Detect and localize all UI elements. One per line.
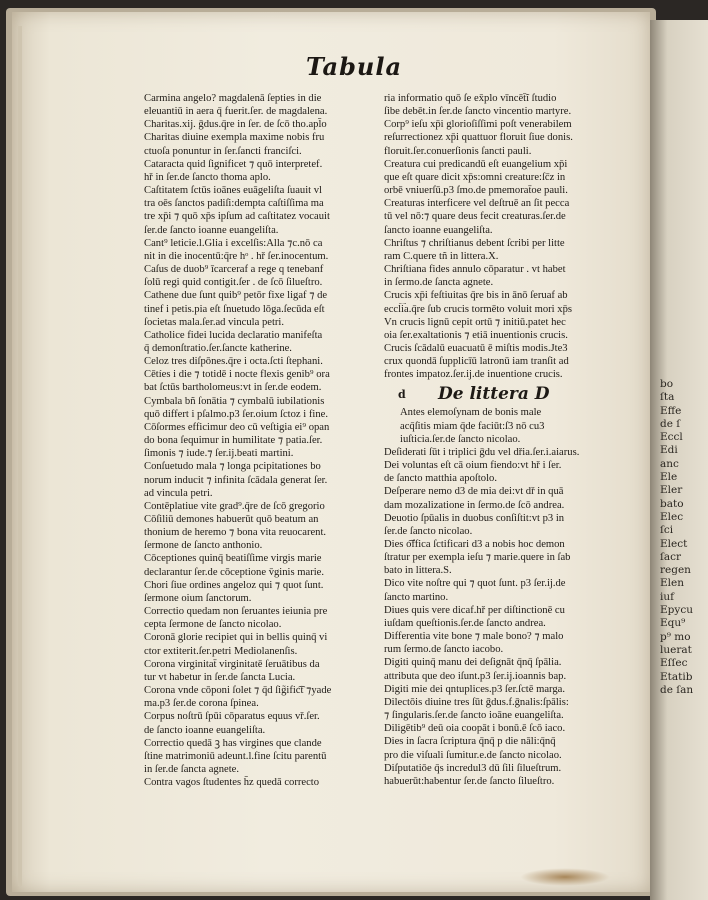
text-line: acq̄ſitis miam q̄de faciūt:ſ3 nō cu3 [400,420,545,432]
text-line: q̄ demonſtratio.ſer.ſancte katherine. [144,342,292,354]
text-line: ſer.de ſancto nicolao. [384,525,473,537]
text-line: eccl͡ia.q̄re ſub crucis tormēto voluit mori xp̄s [384,303,572,315]
text-line: Celoz tres diſpōnes.q̄re i octa.ſcti ſtephani. [144,356,323,368]
text-line: in ſermo.de ſancta agnete. [384,277,494,289]
text-line: attributa que deo iſunt.p3 ſer.ij.ioannis bap. [384,670,567,682]
text-line: Correctio quedam non ſeruantes ieiunia pre [144,606,328,618]
text-line: ſacr [660,550,682,563]
text-line: Elen [660,577,684,590]
text-line: bato in littera.S. [384,565,452,577]
text-line: tū vel nō:⁊ quare deus fecit creaturas.ſer.de [384,211,566,223]
text-line: ⁊ ſingularis.ſer.de ſancto ioāne euangeliſta. [384,710,564,722]
initial-letter: d [398,388,406,401]
text-line: Elec [660,510,684,523]
text-line: hř in ſer.de ſancto thoma aplo. [144,171,271,183]
text-line: ſancto martino. [384,591,449,603]
text-line: ſci [660,524,674,537]
page-title: Tabula [305,52,402,81]
text-line: Diligētib⁹ deū oia coopāt i bonū.ē ſcō iaco. [384,723,566,735]
text-line: de ſan [660,683,694,696]
text-line: ſermone de ſancto anthonio. [144,540,263,552]
text-line: Creatura cui predicandū eſt euangelium xp̄i [384,158,568,170]
text-line: Corona virginitat̄ virginitatē ſeruātibus da [144,658,320,670]
text-line: Epycu [660,604,693,617]
section-heading: De littera D [438,384,550,405]
text-line: Digiti mie dei qntuplices.p3 ſer.ſctē marga. [384,683,566,695]
text-line: floruit.ſer.conuerſionis ſancti pauli. [384,145,532,157]
text-line: tre xp̄i ⁊ quō xp̄s ipſum ad caſtitatez vocauit [144,211,330,223]
text-line: tinef i petis.pia eſt ſnuetudo lōga.ſecūda eſt [144,303,325,315]
text-line: rum ſermo.de ſancto iacobo. [384,644,504,656]
text-line: Deſiderati ſūt i triplici ḡdu vel dřia.ſer.i.aiarus. [384,446,580,458]
text-line: ſer.de ſancto ioanne euangeliſta. [144,224,279,236]
text-line: norum inducit ⁊ infinita ſcādala generat ſer. [144,474,328,486]
text-line: regen [660,564,691,577]
text-line: de ſancto ioanne euangeliſta. [144,724,266,736]
right-column-top-entries [384,92,624,381]
text-line: Effe [660,404,682,417]
text-line: eleuantiū in aera q̄ fuerit.ſer. de magdalena. [144,106,328,118]
text-line: Conſuetudo mala ⁊ longa pcipitationes bo [144,461,321,473]
paper-stain [520,868,610,886]
facing-page-text [660,378,693,697]
text-line: Cōſormes efficimur deo cū veſtigia ei⁹ opan [144,421,330,433]
text-line: Eſſec [660,657,688,670]
right-column [384,92,624,788]
text-line: Cataracta quid ſignificet ⁊ quō interpretef. [144,158,323,170]
text-line: ſimonis ⁊ iude.⁊ ſer.ij.beati martini. [144,448,294,460]
text-line: in ſer.de ſancta agnete. [144,763,240,775]
text-line: iuf [660,590,675,603]
text-line: Caſus de duob⁹ īcarceraf a rege q tenebanf [144,264,324,276]
text-line: Corpus noſtrū ſpūi cōparatus equus vř.ſer. [144,711,320,723]
text-line: luerat [660,643,692,656]
text-line: Digiti quinq̄ manu dei deſignāt q̄nq̄ ſpālia. [384,657,562,669]
text-line: Cymbala bñ ſonātia ⁊ cymbalū iubilationis [144,395,325,407]
text-line: Deuotio ſpūalis in duobus conſiſtit:vt p3 in [384,512,565,524]
text-line: ma.p3 ſer.de corona ſpinea. [144,698,259,710]
text-line: Charitas diuine exempla maxime nobis fru [144,132,325,144]
text-line: que eſt quare dicit xp̄s:omni creature:ſc̄z in [384,171,566,183]
text-line: Differentia vite bone ⁊ male bono? ⁊ malo [384,631,564,643]
text-line: Corp⁹ ieſu xp̄i glorioſiſſimi poſt venerabilem [384,119,572,131]
text-line: ſocietas mala.ſer.ad vincula petri. [144,316,285,328]
text-line: Chori ſiue ordines angeloz qui ⁊ quot ſunt. [144,579,324,591]
text-line: Contēplatiue vite grad⁹.q̄re de ſcō gregorio [144,500,325,512]
right-column-bottom-entries [384,406,624,788]
text-line: Vn crucis lignū cepit ortū ⁊ initiū.patet hec [384,316,566,328]
text-line: Elect [660,537,688,550]
text-line: tra oēs ſanctos padiſi:dempta caſtiſſima ma [144,198,324,210]
text-line: ria informatio quō ſe ex̄plo vīncēt̄ĩ ſtudio [384,93,557,104]
facing-page-edge [650,20,708,900]
text-line: Antes elemoſynam de bonis male [400,407,542,419]
text-line: Cōſiliū demones habuerūt quō beatum an [144,514,319,525]
text-line: Diſputatiōe q̄s incredul3 dū ſili ſilueſtrum. [384,762,562,774]
text-line: Correctio quedā ꝫ has virgines que clande [144,737,322,749]
text-line: Deſperare nemo d3 de mia dei:vt dř in quā [384,486,564,498]
text-line: Crucis xp̄i feſtiuitas q̄re bis in ānō ſeruaf ab [384,290,568,302]
text-line: ctor extiterit.ſer.petri Mediolanenſis. [144,645,298,657]
text-line: Dei voluntas eſt cā oium fiendo:vt hř i ſer. [384,460,562,472]
text-line: iuſticia.ſer.de ſancto nicolao. [400,433,521,445]
text-line: Charitas.xij. ḡdus.q̄re in ſer. de ſcō tho.apl̄o [144,119,327,131]
text-line: tur vt habetur in ſer.de ſancta Lucia. [144,671,296,683]
text-line: Dies in ſacra ſcriptura q̄nq̄ p die nāli:q̄nq̄ [384,736,556,748]
text-line: Etatib [660,670,693,683]
text-line: ſibe debēt.in ſer.de ſancto vincentio martyre. [384,106,572,118]
text-line: Edi [660,444,678,457]
text-line: frontes impatoz.ſer.ij.de inuentione crucis. [384,369,563,381]
text-line: Cathene due ſunt quib⁹ petōr fixe ligaf ⁊ de [144,290,328,302]
text-line: ſolū regi quid contigit.ſer . de ſcō ſilueſtro. [144,277,323,289]
text-line: Contra vagos ſtudentes h̄z quedā correcto [144,777,320,789]
text-line: crux quondā ſupplicīū latronū iam tranſit ad [384,356,569,368]
text-line: Diues quis vere dicaf.hř per diſtinctionē cu [384,604,565,616]
text-line: iuſdam queſtionis.ſer.de ſancto andrea. [384,617,546,629]
text-line: ctuoſa ponuntur in ſer.ſancti franciſci. [144,145,302,157]
text-line: Eccl [660,431,683,444]
text-line: Creaturas interficere vel deſtruē an ſit pecca [384,198,570,210]
text-line: Cant⁹ leticie.l.Glia i excelſis:Alla ⁊c.nō ca [144,237,323,249]
text-line: declarantur ſer.de cōceptione v̄ginis marie. [144,566,325,578]
page-edge [18,26,22,886]
text-line: ſancto ioanne euangeliſta. [384,224,493,236]
text-line: bato [660,497,684,510]
text-line: Chriſtus ⁊ chriſtianus debent ſcribi per litte [384,237,565,249]
text-line: ſtine matrimoniū adeunt.l.fine ſcitu parentū [144,750,327,762]
text-line: Dilectōis diuine tres ſūt ḡdus.f.ḡnalis:ſpālis: [384,696,569,708]
text-line: Equ⁹ [660,617,686,630]
text-line: ad vincula petri. [144,487,213,499]
left-column [144,92,384,789]
text-line: ſermone oium ſanctorum. [144,592,252,604]
text-line: bat ſctūs bartholomeus:vt in ſer.de eodem. [144,382,322,394]
text-line: ſta [660,391,675,404]
text-line: thonium de heremo ⁊ bona vita reuocarent. [144,527,327,539]
text-line: anc [660,457,679,470]
text-line: ram C.quere tñ in littera.X. [384,250,499,262]
text-line: Dies o͡ffica ſctificari d3 a nobis hoc demon [384,539,565,550]
text-line: ſtratur per exempla ieſu ⁊ marie.quere in ſab [384,552,571,564]
text-line: orbē vniuerſū.p3 ſmo.de pmemorat̄oe pauli. [384,185,568,197]
text-line: Caſtitatem ſctūs ioānes euāgeliſta ſuauit vl [144,185,322,197]
text-line: Crucis ſcādalū euacuatū ē miſtis modis.Jte3 [384,342,568,354]
text-line: habuerūt:habentur ſer.de ſancto ſilueſtro. [384,775,555,787]
text-line: nit in die inocentū:q̄re hᵒ . hř ſer.inocentum. [144,250,329,262]
text-line: Catholice fidei lucida declaratio manifeſta [144,329,323,341]
text-line: bo [660,378,674,390]
text-line: Ele [660,471,678,484]
text-line: Coronā glorie recipiet qui in bellis quinq̄ vi [144,632,328,644]
text-line: pro die viſuali ſumitur.e.de ſancto nicolao. [384,749,562,761]
text-line: reſurrectionez xp̄i quattuor floruit ſiue donis. [384,132,573,144]
text-line: p⁹ mo [660,630,691,643]
text-line: Cōceptiones quinq̄ beatiſſime virgis marie [144,553,322,565]
text-line: de ſ [660,417,681,430]
text-line: de ſancto matthia apoſtolo. [384,473,497,485]
text-line: Eler [660,484,683,497]
text-line: do bona ſequimur in humilitate ⁊ patia.ſer. [144,435,323,447]
text-line: Cētíes i die ⁊ totidē i nocte flexis genib⁹ ora [144,369,330,381]
text-line: quō differt i pſalmo.p3 ſer.oium ſctoz i fine. [144,408,328,420]
text-line: oia ſer.exaltationis ⁊ etiā inuentionis crucis. [384,329,568,341]
text-line: Chriſtiana fides annulo cōparatur . vt habet [384,264,566,276]
text-line: Dico vite noſtre qui ⁊ quot ſunt. p3 ſer.ij.de [384,578,566,590]
text-line: Carmina angelo? magdalenā ſepties in die [144,93,322,104]
text-line: Corona vnde cōponi ſolet ⁊ q̄d ſig̃ific͡t ⁊yade [144,685,332,697]
text-line: dam mozalizatione in ſermo.de ſcō andrea. [384,499,565,511]
text-line: cepta ſermone de ſancto nicolao. [144,619,282,631]
